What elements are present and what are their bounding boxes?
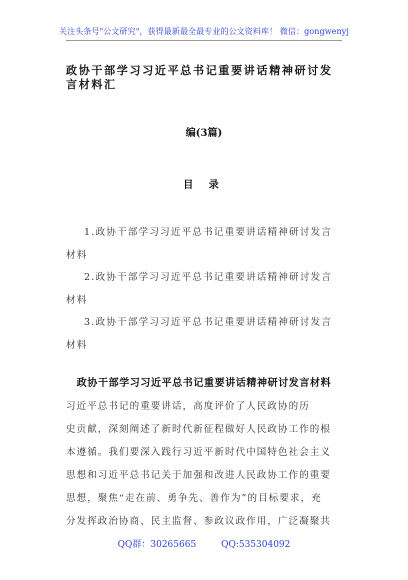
footer-contact xyxy=(0,537,408,550)
header-note: 关注头条号"公文研究"，获得最新最全最专业的公文资料库！ 微信：gongwenyj xyxy=(59,27,349,36)
body-paragraph-line: 习近平总书记的重要讲话，高度评价了人民政协的历 xyxy=(66,401,310,412)
toc-item-3[interactable]: 3.政协干部学习习近平总书记重要讲话精神研讨发言 xyxy=(84,317,333,328)
toc-heading: 目 录 xyxy=(183,180,225,191)
body-paragraph-line: 史贡献，深刻阐述了新时代新征程做好人民政协工作的根 xyxy=(66,424,332,435)
toc-item-1-continued[interactable]: 材料 xyxy=(66,250,88,261)
document-title-continued: 编(3篇) xyxy=(185,128,223,139)
toc-item-2[interactable]: 2.政协干部学习习近平总书记重要讲话精神研讨发言 xyxy=(84,272,333,283)
footer-qq-group: QQ群：30265665 xyxy=(117,540,197,550)
body-paragraph-line: 思想，聚焦“走在前、勇争先、善作为”的目标要求，充 xyxy=(66,493,322,504)
toc-item-3-continued[interactable]: 材料 xyxy=(66,340,88,351)
section-title: 政协干部学习习近平总书记重要讲话精神研讨发言材料 xyxy=(76,378,332,389)
toc-item-1[interactable]: 1.政协干部学习习近平总书记重要讲话精神研讨发言 xyxy=(84,227,333,238)
footer-qq-number: QQ:535304092 xyxy=(221,540,291,550)
body-paragraph-line: 分发挥政治协商、民主监督、参政议政作用，广泛凝聚共 xyxy=(66,516,332,527)
body-paragraph-line: 思想和习近平总书记关于加强和改进人民政协工作的重要 xyxy=(66,470,332,481)
toc-item-2-continued[interactable]: 材料 xyxy=(66,295,88,306)
document-title: 政协干部学习习近平总书记重要讲话精神研讨发言材料汇 xyxy=(66,64,333,91)
body-paragraph-line: 本遵循。我们要深入践行习近平新时代中国特色社会主义 xyxy=(66,447,332,458)
header-rule xyxy=(66,40,342,41)
